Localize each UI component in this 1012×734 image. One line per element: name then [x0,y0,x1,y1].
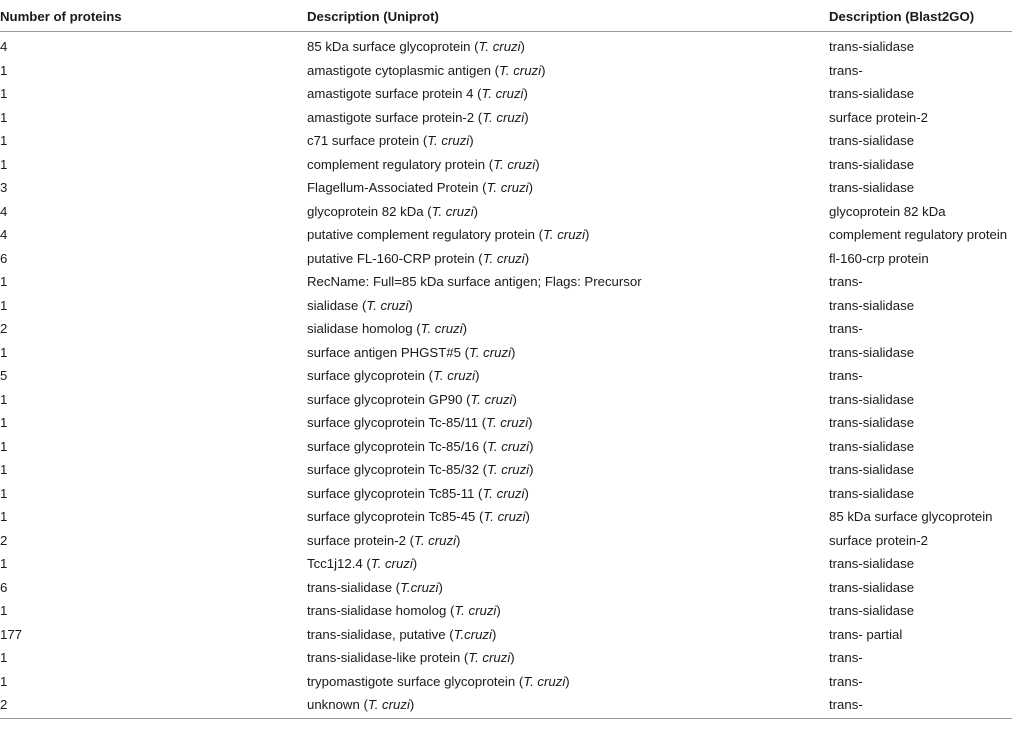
uniprot-description-text: sialidase homolog ( [307,321,421,336]
table-row [0,620,1012,644]
blast2go-description: fl-160-crp protein [829,250,929,266]
closing-paren: ) [438,579,443,595]
table-row [0,126,1012,150]
uniprot-description-text: RecName: Full=85 kDa surface antigen; Flags: Precursor [307,274,642,289]
uniprot-description [307,674,570,690]
uniprot-description-text: trans-sialidase-like protein ( [307,650,469,665]
uniprot-description [307,39,525,55]
uniprot-description [307,627,496,643]
uniprot-description-text: surface glycoprotein Tc85-45 ( [307,509,484,524]
closing-paren: ) [565,673,570,689]
uniprot-description-text: putative complement regulatory protein ( [307,227,544,242]
blast2go-description: trans-sialidase [829,556,915,571]
blast2go-description: trans- [829,673,863,689]
protein-count: 1 [0,109,8,125]
species-name: T. cruzi [366,297,409,313]
uniprot-description [307,157,540,173]
species-name: T. cruzi [367,697,410,712]
blast2go-description: trans-sialidase [829,603,915,618]
uniprot-description-text: trans-sialidase, putative ( [307,626,454,642]
blast2go-description: trans-sialidase [829,297,915,313]
uniprot-description-text: complement regulatory protein ( [307,156,494,172]
table-row [0,596,1012,620]
blast2go-description: trans- [829,368,863,383]
table-row [0,79,1012,103]
protein-count: 6 [0,250,8,266]
species-name: T. cruzi [469,344,512,360]
uniprot-description-text: unknown ( [307,697,368,712]
blast2go-description: 85 kDa surface glycoprotein [829,509,993,524]
uniprot-description [307,110,529,126]
closing-paren: ) [412,556,418,571]
header-number-of-proteins: Number of proteins [0,9,122,24]
table-row [0,32,1012,56]
protein-count: 1 [0,650,8,665]
protein-count: 1 [0,86,8,101]
table-row [0,667,1012,691]
uniprot-description [307,321,467,337]
blast2go-description: trans-sialidase [829,133,915,148]
uniprot-description-text: surface glycoprotein ( [307,368,434,383]
blast2go-description: trans- [829,321,863,336]
species-name: T. cruzi [499,62,542,78]
protein-count: 2 [0,697,8,712]
closing-paren: ) [529,462,534,477]
protein-table [0,4,1012,719]
blast2go-description: trans-sialidase [829,462,915,477]
uniprot-description-text: amastigote surface protein-2 ( [307,109,483,125]
species-name: T. cruzi [427,133,470,148]
blast2go-description: trans- partial [829,626,903,642]
uniprot-description-text: amastigote surface protein 4 ( [307,86,482,101]
uniprot-description [307,251,529,267]
table-row [0,549,1012,573]
protein-count: 1 [0,462,8,477]
species-name: T. cruzi [486,180,529,195]
protein-count: 1 [0,156,8,172]
protein-count: 1 [0,438,8,454]
protein-count: 5 [0,368,8,383]
uniprot-description-text: 85 kDa surface glycoprotein ( [307,39,479,54]
protein-count: 4 [0,39,8,54]
uniprot-description [307,462,534,478]
species-name: T. cruzi [486,415,529,430]
protein-count: 177 [0,626,23,642]
closing-paren: ) [473,203,479,219]
table-row [0,385,1012,409]
protein-count: 4 [0,227,8,242]
table-header [0,4,1012,32]
closing-paren: ) [523,86,528,101]
species-name: T. cruzi [482,485,525,501]
uniprot-description [307,180,533,196]
uniprot-description [307,274,642,290]
species-name: T. cruzi [431,203,474,219]
uniprot-description-text: trans-sialidase homolog ( [307,603,455,618]
species-name: T. cruzi [478,39,521,54]
table-row [0,291,1012,315]
blast2go-description: trans- [829,274,863,289]
blast2go-description: trans-sialidase [829,579,915,595]
closing-paren: ) [408,297,413,313]
header-description-blast2go: Description (Blast2GO) [829,9,975,24]
species-name: T. cruzi [433,368,476,383]
table-row [0,479,1012,503]
uniprot-description [307,509,530,525]
closing-paren: ) [524,250,530,266]
uniprot-description [307,486,529,502]
protein-count: 1 [0,133,8,148]
blast2go-description: complement regulatory protein [829,227,1008,242]
table-row [0,267,1012,291]
closing-paren: ) [409,697,415,712]
uniprot-description [307,133,474,149]
uniprot-description-text: putative FL-160-CRP protein ( [307,250,483,266]
table-row [0,197,1012,221]
uniprot-description-text: Tcc1j12.4 ( [307,556,371,571]
protein-count: 1 [0,274,8,289]
header-description-uniprot: Description (Uniprot) [307,9,439,24]
table-bottom-rule [0,718,1012,719]
species-name: T.cruzi [453,626,492,642]
table-row [0,526,1012,550]
uniprot-description [307,345,515,361]
uniprot-description [307,697,414,713]
closing-paren: ) [524,109,529,125]
blast2go-description: trans- [829,697,863,712]
protein-count: 1 [0,415,8,430]
closing-paren: ) [528,415,533,430]
protein-count: 1 [0,485,8,501]
uniprot-description [307,204,478,220]
blast2go-description: trans-sialidase [829,180,915,195]
closing-paren: ) [469,133,474,148]
uniprot-description-text: surface glycoprotein Tc-85/11 ( [307,415,487,430]
species-name: T. cruzi [487,462,530,477]
uniprot-description-text: Flagellum-Associated Protein ( [307,180,487,195]
uniprot-description [307,86,528,102]
table-row [0,56,1012,80]
table-row [0,690,1012,714]
closing-paren: ) [525,509,530,524]
uniprot-description-text: sialidase ( [307,297,367,313]
closing-paren: ) [585,227,590,242]
closing-paren: ) [511,344,516,360]
blast2go-description: glycoprotein 82 kDa [829,203,946,219]
uniprot-description [307,298,413,314]
blast2go-description: trans- [829,62,863,78]
table-row [0,150,1012,174]
uniprot-description [307,556,417,572]
species-name: T. cruzi [468,650,511,665]
species-name: T. cruzi [482,250,525,266]
uniprot-description-text: trans-sialidase ( [307,579,401,595]
blast2go-description: trans-sialidase [829,156,915,172]
table-body [0,32,1012,714]
uniprot-description-text: surface glycoprotein Tc85-11 ( [307,485,483,501]
species-name: T. cruzi [414,532,457,548]
species-name: T. cruzi [523,673,566,689]
species-name: T. cruzi [493,156,536,172]
species-name: T. cruzi [420,321,463,336]
table-row [0,220,1012,244]
protein-count: 3 [0,180,8,195]
uniprot-description-text: surface protein-2 ( [307,532,415,548]
protein-count: 1 [0,297,8,313]
closing-paren: ) [510,650,515,665]
uniprot-description [307,368,480,384]
table-row [0,244,1012,268]
species-name: T. cruzi [483,509,526,524]
uniprot-description [307,227,589,243]
table-row [0,573,1012,597]
blast2go-description: surface protein-2 [829,109,928,125]
uniprot-description-text: surface glycoprotein Tc-85/16 ( [307,438,488,454]
blast2go-description: trans-sialidase [829,39,915,54]
blast2go-description: trans-sialidase [829,415,915,430]
table-row [0,643,1012,667]
blast2go-description: trans- [829,650,863,665]
uniprot-description-text: surface antigen PHGST#5 ( [307,344,469,360]
protein-count: 1 [0,673,8,689]
closing-paren: ) [456,532,461,548]
species-name: T. cruzi [482,109,525,125]
species-name: T. cruzi [481,86,524,101]
blast2go-description: trans-sialidase [829,391,915,407]
closing-paren: ) [528,180,533,195]
protein-count: 1 [0,556,8,571]
closing-paren: ) [512,391,517,407]
closing-paren: ) [535,156,540,172]
protein-count: 4 [0,203,8,219]
protein-count: 6 [0,579,8,595]
uniprot-description [307,439,534,455]
closing-paren: ) [520,39,525,54]
uniprot-description-text: surface glycoprotein Tc-85/32 ( [307,462,488,477]
uniprot-description [307,63,545,79]
species-name: T. cruzi [454,603,497,618]
protein-count: 1 [0,62,8,78]
closing-paren: ) [524,485,529,501]
uniprot-description [307,392,517,408]
species-name: T. cruzi [470,391,513,407]
species-name: T. cruzi [487,438,530,454]
table-row [0,455,1012,479]
table-row [0,103,1012,127]
table-row [0,173,1012,197]
species-name: T. cruzi [543,227,586,242]
species-name: T.cruzi [400,579,439,595]
table-row [0,408,1012,432]
table-row [0,432,1012,456]
table-row [0,338,1012,362]
blast2go-description: surface protein-2 [829,532,928,548]
uniprot-description [307,580,443,596]
protein-count: 1 [0,603,8,618]
uniprot-description [307,650,515,666]
protein-count: 1 [0,344,8,360]
uniprot-description-text: trypomastigote surface glycoprotein ( [307,673,524,689]
closing-paren: ) [491,626,497,642]
table-row [0,361,1012,385]
uniprot-description-text: surface glycoprotein GP90 ( [307,391,471,407]
protein-count: 2 [0,321,8,336]
closing-paren: ) [529,438,534,454]
blast2go-description: trans-sialidase [829,438,915,454]
uniprot-description [307,603,501,619]
closing-paren: ) [475,368,480,383]
protein-count: 1 [0,391,8,407]
closing-paren: ) [462,321,468,336]
protein-count: 1 [0,509,8,524]
table-row [0,314,1012,338]
blast2go-description: trans-sialidase [829,485,915,501]
uniprot-description-text: amastigote cytoplasmic antigen ( [307,62,500,78]
table-row [0,502,1012,526]
blast2go-description: trans-sialidase [829,344,915,360]
closing-paren: ) [496,603,501,618]
species-name: T. cruzi [370,556,413,571]
uniprot-description-text: glycoprotein 82 kDa ( [307,203,432,219]
closing-paren: ) [541,62,546,78]
uniprot-description-text: c71 surface protein ( [307,133,428,148]
blast2go-description: trans-sialidase [829,86,915,101]
uniprot-description [307,533,460,549]
uniprot-description [307,415,533,431]
protein-count: 2 [0,532,8,548]
